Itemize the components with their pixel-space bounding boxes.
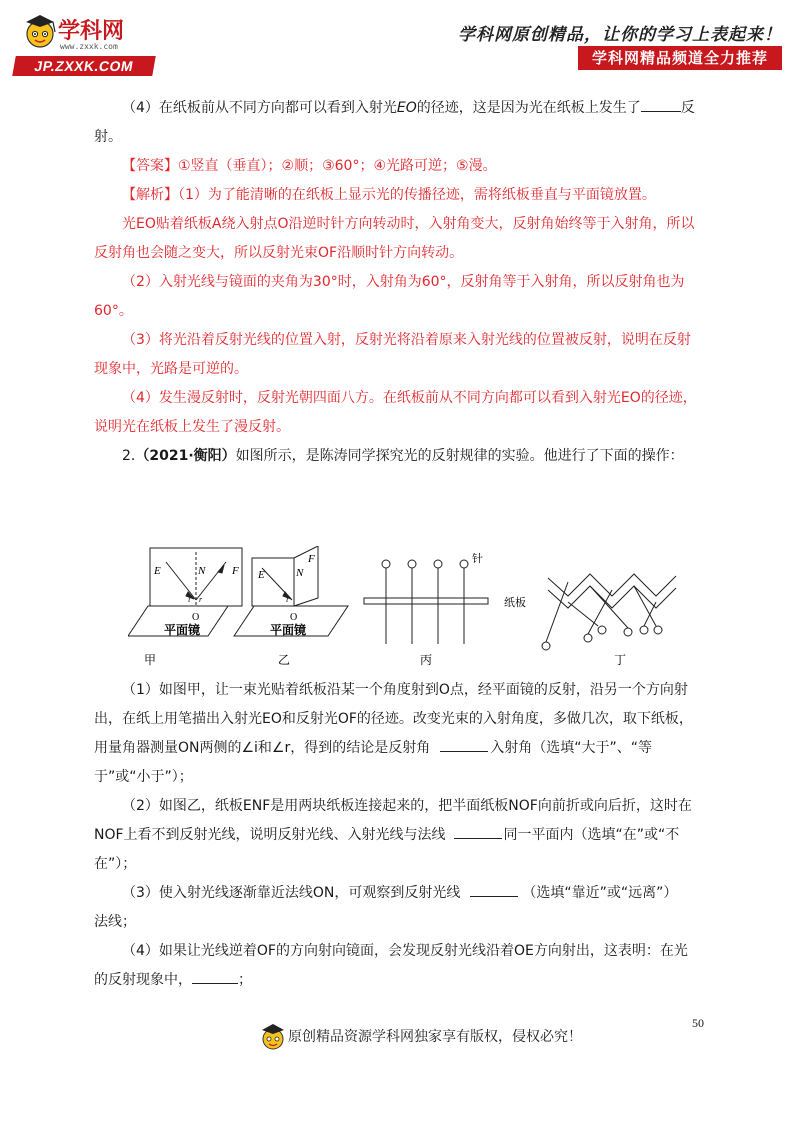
q2-part3a: [94, 879, 708, 908]
q1-analysis-1b: 光EO贴着纸板A绕入射点O沿逆时针方向转动时，入射角变大，反射角始终等于入射角，所以: [122, 216, 695, 232]
header-slogan: 学科网原创精品，让你的学习上表起来！: [458, 25, 782, 45]
q1-part4-eo: EO: [396, 100, 417, 116]
fig-yi-label-F: F: [308, 553, 315, 565]
answer-blank: [641, 95, 681, 112]
q2-number: 2.: [122, 448, 136, 464]
q2-part1c-text-b: 入射角（选填“大于”、“等: [490, 740, 653, 756]
fig-yi-label-N: N: [296, 567, 304, 579]
fig-yi-mirror-label: 平面镜: [270, 623, 307, 637]
q1-analysis-3b: 现象中，光路是可逆的。: [94, 361, 248, 377]
q2-part2c: 在”）；: [94, 856, 137, 872]
q1-part4-cont: 射。: [94, 129, 122, 145]
q1-analysis-3a: （3）将光沿着反射光线的位置入射，反射光将沿着原来入射光线的位置被反射，说明在反射: [122, 332, 691, 348]
fig-jia-label-i: i: [188, 595, 191, 604]
logo-sub: www.zxxk.com: [60, 42, 118, 51]
fig-caption-yi: 乙: [278, 653, 291, 667]
page-footer: [260, 1020, 620, 1052]
mascot-icon: [260, 1022, 286, 1052]
analysis-text-1: （1）为了能清晰的在纸板上显示光的传播径迹，需将纸板垂直与平面镜放置。: [178, 187, 656, 203]
answer-blank: [192, 967, 238, 984]
answer-blank: [470, 880, 518, 897]
fig-caption-bing: 丙: [420, 653, 433, 667]
q2-part1c: [94, 734, 708, 763]
copyright-notice: 原创精品资源学科网独家享有版权，侵权必究！: [288, 1029, 582, 1045]
fig-jia-label-N: N: [198, 565, 206, 577]
q1-analysis-2a: （2）入射光线与镜面的夹角为30°时，入射角为60°，反射角等于入射角，所以反射角也为: [122, 274, 685, 290]
q1-analysis-2b: 60°。: [94, 303, 133, 319]
q2-part1c-text-a: 用量角器测量ON两侧的∠i和∠r，得到的结论是反射角: [94, 740, 431, 756]
page-content: [94, 94, 708, 471]
q2-parts: [94, 676, 708, 995]
q1-part4-text-c: 反: [680, 100, 695, 116]
experiment-figure: [128, 546, 688, 670]
q2-part4a: （4）如果让光线逆着OF的方向射向镜面，会发现反射光线沿着OE方向射出，这表明：在光: [122, 943, 688, 959]
q1-analysis-1c: 反射角也会随之变大，所以反射光束OF沿顺时针方向转动。: [94, 245, 464, 261]
q2-stem: [94, 442, 708, 471]
q2-part1a: （1）如图甲，让一束光贴着纸板沿某一个角度射到O点，经平面镜的反射，沿另一个方向射: [122, 682, 688, 698]
answer-text: ①竖直（垂直）；②顺；③60°；④光路可逆；⑤漫。: [178, 158, 497, 174]
fig-jia-label-F: F: [232, 565, 239, 577]
fig-yi-label-E: E: [258, 569, 265, 581]
figure-bing: [364, 560, 488, 644]
fig-yi-label-O: O: [290, 612, 298, 623]
q2-part2b: [94, 821, 708, 850]
q2-stem-text: 如图所示，是陈涛同学探究光的反射规律的实验。他进行了下面的操作：: [235, 448, 684, 464]
page-header: [0, 0, 800, 80]
q2-part3b: 法线；: [94, 914, 136, 930]
fig-yi-label-i: i: [286, 595, 289, 604]
page-number: 50: [692, 1016, 704, 1030]
q2-part1b: 出，在纸上用笔描出入射光EO和反射光OF的径迹。改变光束的入射角度，多做几次，取下纸板，: [94, 711, 693, 727]
fig-bing-board-label: 纸板: [504, 596, 526, 609]
fig-jia-mirror-label: 平面镜: [164, 623, 201, 637]
q2-source: （2021·衡阳）: [135, 448, 236, 464]
header-recommend-banner: 学科网精品频道全力推荐: [578, 46, 782, 70]
logo-url: JP.ZXXK.COM: [12, 56, 156, 76]
q2-part4b-text-b: ；: [238, 972, 252, 988]
q2-part1d: 于”或“小于”）；: [94, 769, 193, 785]
analysis-label: 【解析】: [122, 187, 178, 203]
fig-caption-jia: 甲: [144, 653, 157, 667]
q2-part4b: [94, 966, 708, 995]
fig-jia-label-O: O: [192, 612, 200, 623]
answer-blank: [440, 735, 488, 752]
q2-part3a-text-a: （3）使入射光线逐渐靠近法线ON，可观察到反射光线: [122, 885, 461, 901]
q1-analysis-1: [94, 181, 708, 210]
q2-part3a-text-b: （选填“靠近”或“远离”）: [522, 885, 678, 901]
figure-ding: [542, 574, 676, 650]
fig-jia-label-r: r: [199, 595, 203, 604]
fig-caption-ding: 丁: [614, 653, 627, 667]
q1-part4-text-a: （4）在纸板前从不同方向都可以看到入射光: [122, 100, 397, 116]
q1-analysis-4b: 说明光在纸板上发生了漫反射。: [94, 419, 290, 435]
q1-part4-text-b: 的径迹，这是因为光在纸板上发生了: [416, 100, 641, 116]
q1-analysis-4a: （4）发生漫反射时，反射光朝四面八方。在纸板前从不同方向都可以看到入射光EO的径迹，: [122, 390, 697, 406]
q1-answer: [94, 152, 708, 181]
logo-name: 学科网: [58, 19, 125, 44]
q2-part4b-text-a: 的反射现象中，: [94, 972, 192, 988]
fig-bing-needle-label: 针: [472, 552, 483, 565]
answer-blank: [454, 822, 502, 839]
answer-label: 【答案】: [122, 158, 178, 174]
q2-part2b-text-b: 同一平面内（选填“在”或“不: [503, 827, 680, 843]
q2-part2a: （2）如图乙，纸板ENF是用两块纸板连接起来的，把半面纸板NOF向前折或向后折，这时在: [122, 798, 692, 814]
q1-part4: [94, 94, 708, 123]
site-logo[interactable]: [14, 12, 164, 74]
fig-jia-label-E: E: [154, 565, 161, 577]
q2-part2b-text-a: NOF上看不到反射光线，说明反射光线、入射光线与法线: [94, 827, 446, 843]
